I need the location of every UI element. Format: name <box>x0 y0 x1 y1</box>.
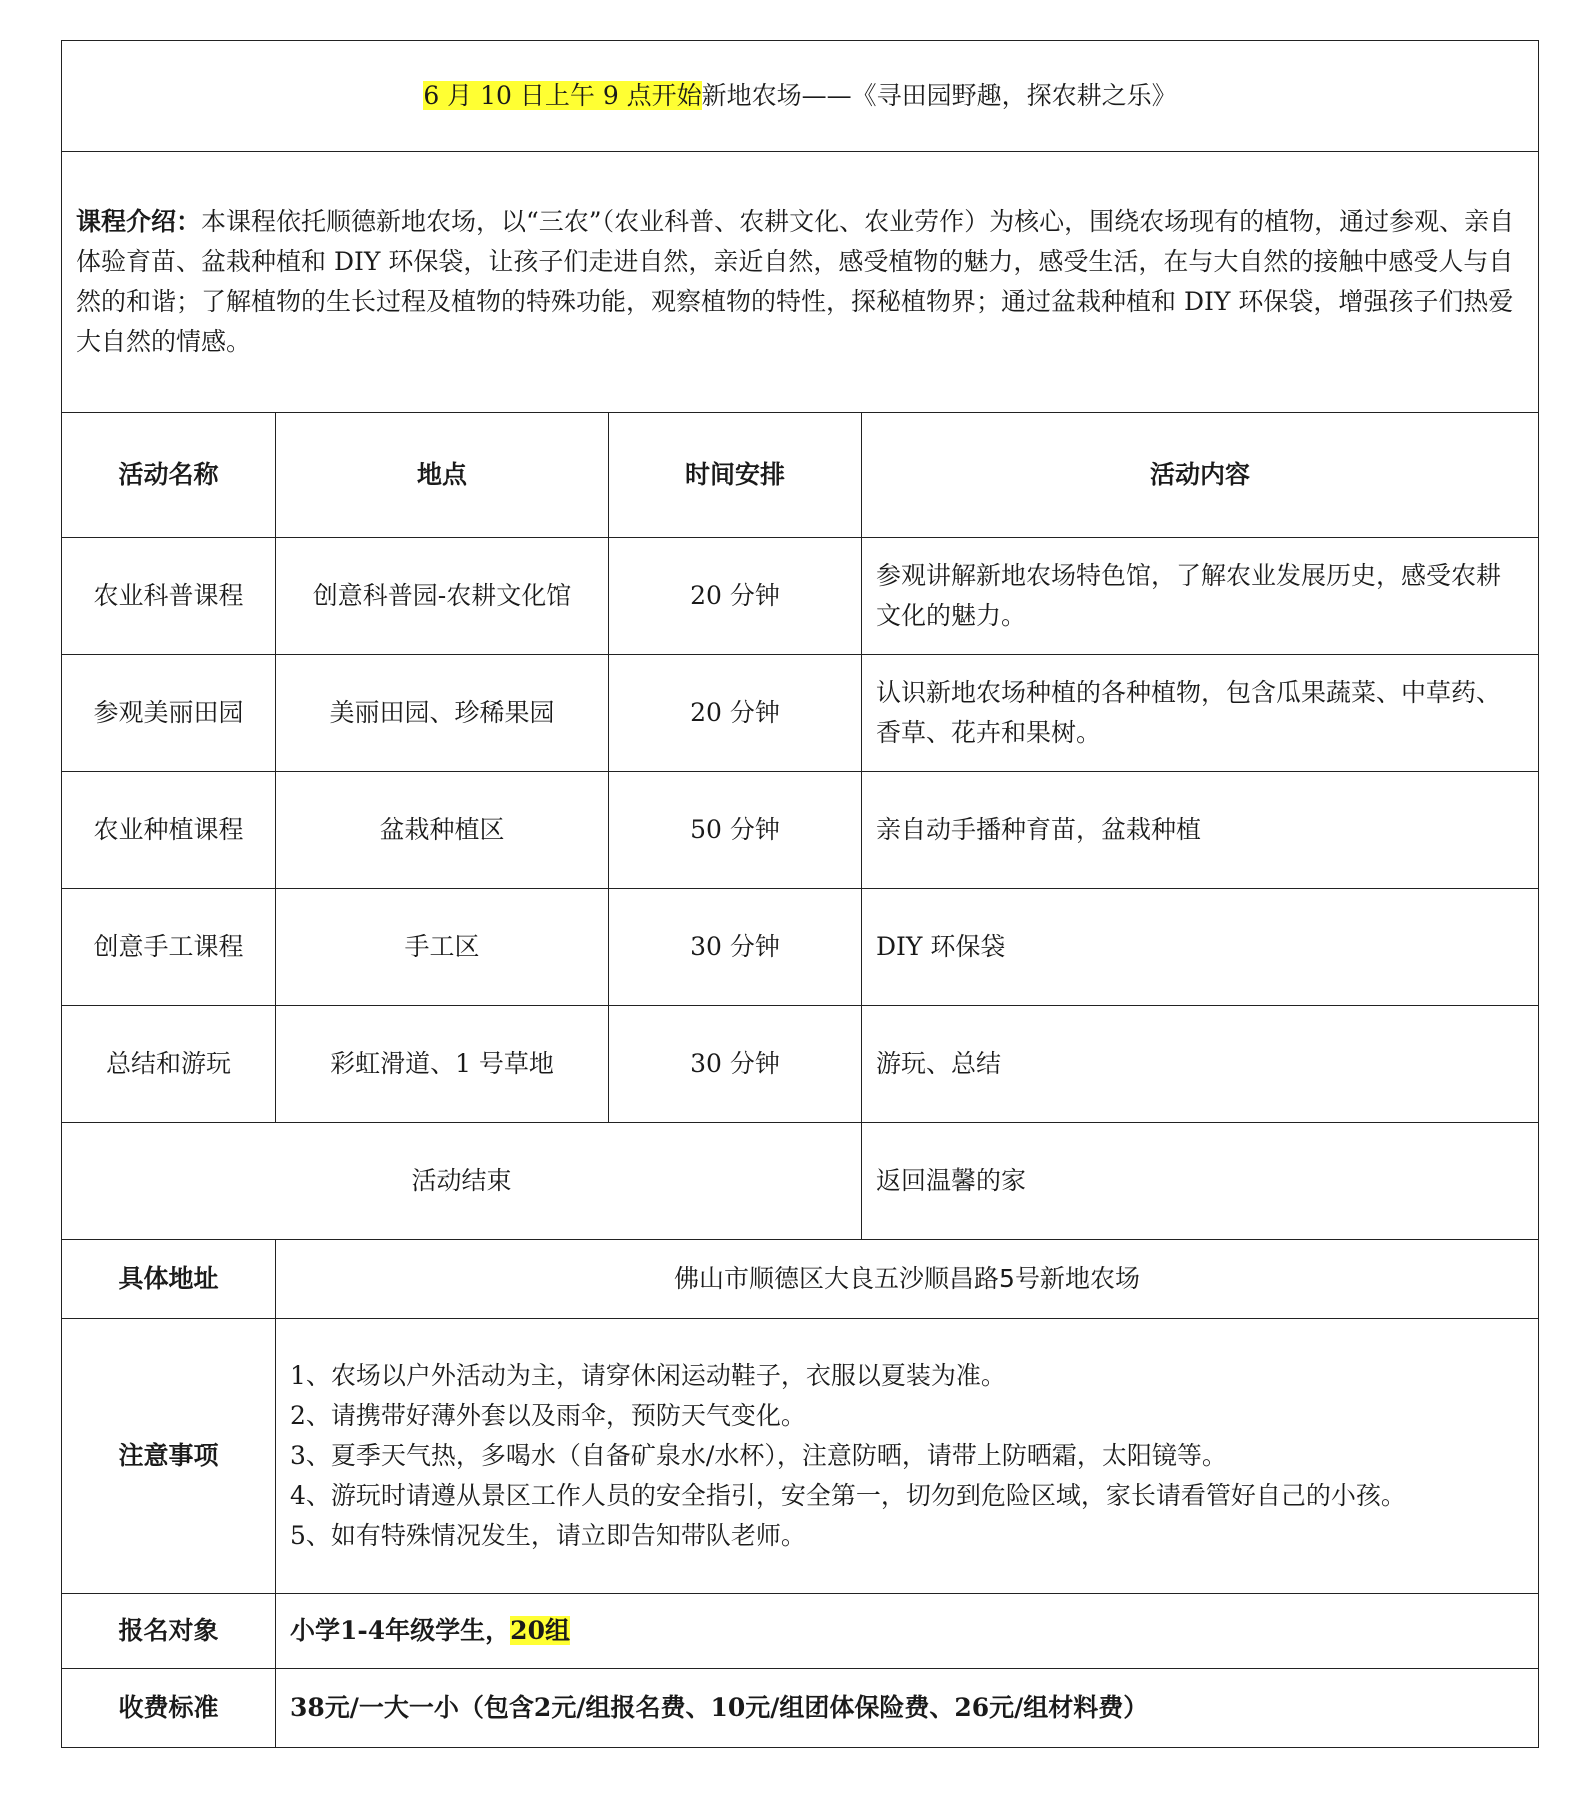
address-row <box>62 1240 1539 1319</box>
header-time: 时间安排 <box>609 413 862 538</box>
target-group-highlight: 20组 <box>510 1616 570 1645</box>
note-item: 5、如有特殊情况发生，请立即告知带队老师。 <box>290 1521 806 1550</box>
activity-end-row <box>62 1123 1539 1240</box>
note-item: 4、游玩时请遵从景区工作人员的安全指引，安全第一，切勿到危险区域，家长请看管好自己的小孩。 <box>290 1481 1406 1510</box>
fee-value: 38元/一大一小（包含2元/组报名费、10元/组团体保险费、26元/组材料费） <box>276 1669 1539 1748</box>
course-intro <box>62 152 1539 413</box>
activity-content: 认识新地农场种植的各种植物，包含瓜果蔬菜、中草药、香草、花卉和果树。 <box>862 655 1539 772</box>
activity-name: 总结和游玩 <box>62 1006 276 1123</box>
activity-time: 30 分钟 <box>609 889 862 1006</box>
activity-place: 美丽田园、珍稀果园 <box>276 655 609 772</box>
address-label: 具体地址 <box>62 1240 276 1319</box>
activity-place: 盆栽种植区 <box>276 772 609 889</box>
intro-text: 本课程依托顺德新地农场，以“三农”（农业科普、农耕文化、农业劳作）为核心，围绕农场现有的植物，通过参观、亲自体验育苗、盆栽种植和 DIY 环保袋，让孩子们走进自然，亲近自然，感受植物的魅力，感受生活，在与大自然的接触中感受人与自然的和谐；了解植物的生长过程及植物的特殊功能，观察植物的特性，探秘植物界；通过盆栽种植和 DIY 环保袋，增强孩子们热爱大自然的情感。 <box>76 207 1515 356</box>
table-row <box>62 1006 1539 1123</box>
note-item: 2、请携带好薄外套以及雨伞，预防天气变化。 <box>290 1401 806 1430</box>
note-item: 3、夏季天气热，多喝水（自备矿泉水/水杯），注意防晒，请带上防晒霜，太阳镜等。 <box>290 1441 1227 1470</box>
activity-content: 亲自动手播种育苗，盆栽种植 <box>862 772 1539 889</box>
table-row <box>62 772 1539 889</box>
title-date-highlight: 6 月 10 日上午 9 点开始 <box>423 81 702 110</box>
activity-time: 20 分钟 <box>609 655 862 772</box>
activity-place: 彩虹滑道、1 号草地 <box>276 1006 609 1123</box>
target-label: 报名对象 <box>62 1594 276 1669</box>
header-place: 地点 <box>276 413 609 538</box>
activity-place: 手工区 <box>276 889 609 1006</box>
activity-time: 50 分钟 <box>609 772 862 889</box>
activity-end-content: 返回温馨的家 <box>862 1123 1539 1240</box>
notes-row <box>62 1319 1539 1594</box>
activity-end-label: 活动结束 <box>62 1123 862 1240</box>
activity-time: 30 分钟 <box>609 1006 862 1123</box>
title-text: 新地农场——《寻田园野趣，探农耕之乐》 <box>701 81 1177 110</box>
table-row <box>62 889 1539 1006</box>
target-row <box>62 1594 1539 1669</box>
activity-content: DIY 环保袋 <box>862 889 1539 1006</box>
activity-content: 参观讲解新地农场特色馆，了解农业发展历史，感受农耕文化的魅力。 <box>862 538 1539 655</box>
header-activity-name: 活动名称 <box>62 413 276 538</box>
activity-name: 农业科普课程 <box>62 538 276 655</box>
intro-row <box>62 152 1539 413</box>
activity-place: 创意科普园-农耕文化馆 <box>276 538 609 655</box>
table-row <box>62 655 1539 772</box>
target-value <box>276 1594 1539 1669</box>
activity-name: 农业种植课程 <box>62 772 276 889</box>
page-title <box>62 41 1539 152</box>
activity-document <box>61 40 1539 1748</box>
activity-name: 参观美丽田园 <box>62 655 276 772</box>
activity-name: 创意手工课程 <box>62 889 276 1006</box>
activity-content: 游玩、总结 <box>862 1006 1539 1123</box>
header-content: 活动内容 <box>862 413 1539 538</box>
intro-label: 课程介绍： <box>76 207 202 236</box>
table-row <box>62 538 1539 655</box>
note-item: 1、农场以户外活动为主，请穿休闲运动鞋子，衣服以夏装为准。 <box>290 1361 1006 1390</box>
notes-list <box>276 1319 1539 1594</box>
table-header-row <box>62 413 1539 538</box>
fee-row <box>62 1669 1539 1748</box>
activity-time: 20 分钟 <box>609 538 862 655</box>
title-row <box>62 41 1539 152</box>
address-value: 佛山市顺德区大良五沙顺昌路5号新地农场 <box>276 1240 1539 1319</box>
fee-label: 收费标准 <box>62 1669 276 1748</box>
target-text: 小学1-4年级学生， <box>290 1616 511 1645</box>
notes-label: 注意事项 <box>62 1319 276 1594</box>
